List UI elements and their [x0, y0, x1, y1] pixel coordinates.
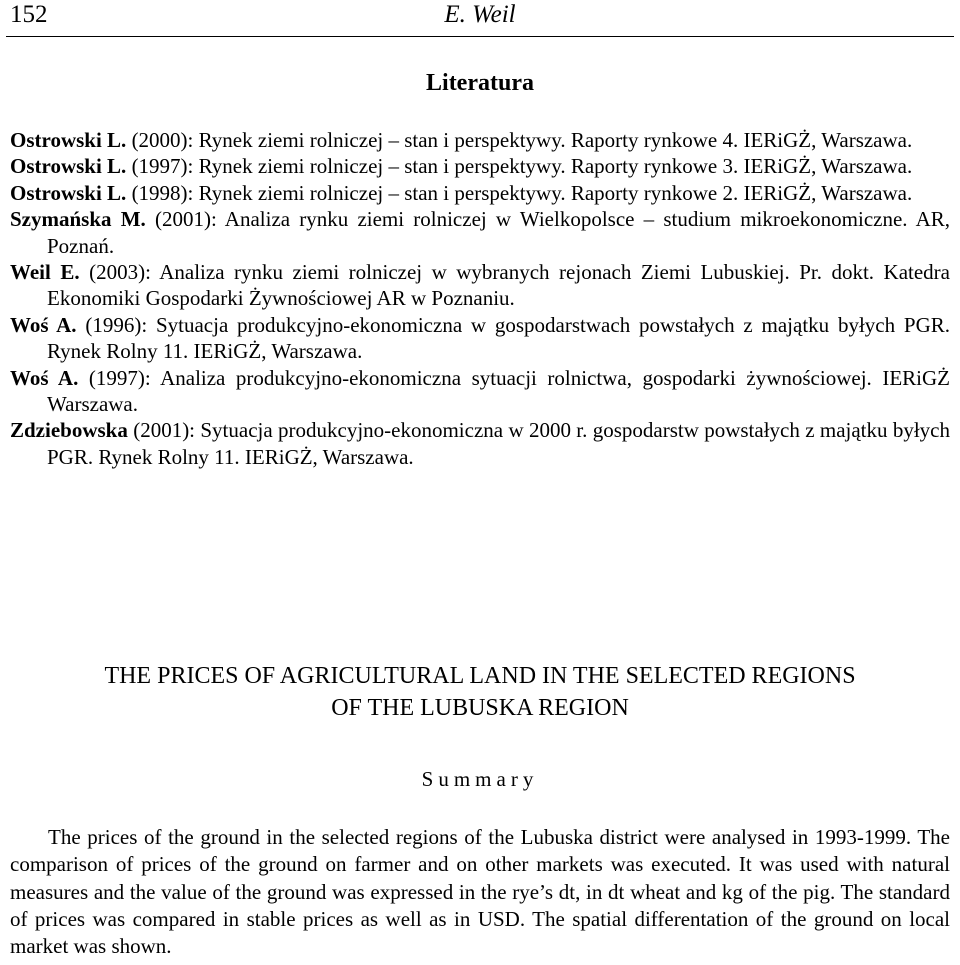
reference-item [10, 312, 950, 365]
reference-item [10, 180, 950, 206]
reference-author: Ostrowski L. [10, 180, 127, 205]
reference-text: (1998): Rynek ziemi rolniczej – stan i perspektywy. Raporty rynkowe 2. IERiGŻ, Warszawa. [126, 180, 913, 205]
reference-author: Szymańska M. [10, 207, 146, 232]
reference-author: Zdziebowska [10, 418, 128, 443]
reference-author: Woś A. [10, 312, 77, 337]
english-title-line: OF THE LUBUSKA REGION [331, 695, 629, 721]
page-number: 152 [10, 1, 48, 28]
reference-item [10, 153, 950, 179]
page-header [6, 0, 954, 37]
reference-item [10, 127, 950, 153]
reference-item [10, 417, 950, 470]
summary-heading: Summary [421, 767, 539, 791]
english-title-line: THE PRICES OF AGRICULTURAL LAND IN THE SELECTED REGIONS [104, 663, 856, 689]
reference-item [10, 259, 950, 312]
reference-item [10, 206, 950, 259]
reference-text: (2001): Sytuacja produkcyjno-ekonomiczna w 2000 r. gospodarstw powstałych z majątku byłych PGR. Rynek Rolny 11. IERiGŻ, Warszawa. [47, 418, 950, 469]
reference-text: (1996): Sytuacja produkcyjno-ekonomiczna w gospodarstwach powstałych z majątku byłych PGR. Rynek Rolny 11. IERiGŻ, Warszawa. [47, 312, 950, 364]
reference-author: Woś A. [10, 365, 79, 390]
running-head: E. Weil [444, 1, 516, 28]
reference-author: Weil E. [10, 260, 80, 285]
reference-text: (2000): Rynek ziemi rolniczej – stan i perspektywy. Raporty rynkowe 4. IERiGŻ, Warszawa. [126, 128, 913, 152]
literature-heading: Literatura [426, 70, 534, 96]
reference-text: (1997): Analiza produkcyjno-ekonomiczna sytuacji rolnictwa, gospodarki żywnościowej. IERiGŻ Warszawa. [47, 365, 950, 417]
english-title [0, 660, 960, 724]
reference-author: Ostrowski L. [10, 154, 127, 179]
reference-author: Ostrowski L. [10, 128, 127, 152]
reference-text: (1997): Rynek ziemi rolniczej – stan i perspektywy. Raporty rynkowe 3. IERiGŻ, Warszawa. [126, 154, 913, 179]
reference-list [10, 127, 950, 470]
reference-item [10, 365, 950, 418]
reference-text: (2003): Analiza rynku ziemi rolniczej w wybranych rejonach Ziemi Lubuskiej. Pr. dokt. Katedra Ekonomiki Gospodarki Żywnościowej AR w Poznaniu. [47, 260, 950, 311]
summary-paragraph: The prices of the ground in the selected regions of the Lubuska district were analysed in 1993-1999. The comparison of prices of the ground on farmer and on other markets was executed. It was used with natural measures and the value of the ground was expressed in the rye’s dt, in dt wheat and kg of the pig. The standard of prices was compared in stable prices as well as in USD. The spatial differentation of the ground on local market was shown. [10, 825, 950, 959]
reference-text: (2001): Analiza rynku ziemi rolniczej w Wielkopolsce – studium mikroekonomiczne. AR, Poznań. [47, 207, 950, 258]
